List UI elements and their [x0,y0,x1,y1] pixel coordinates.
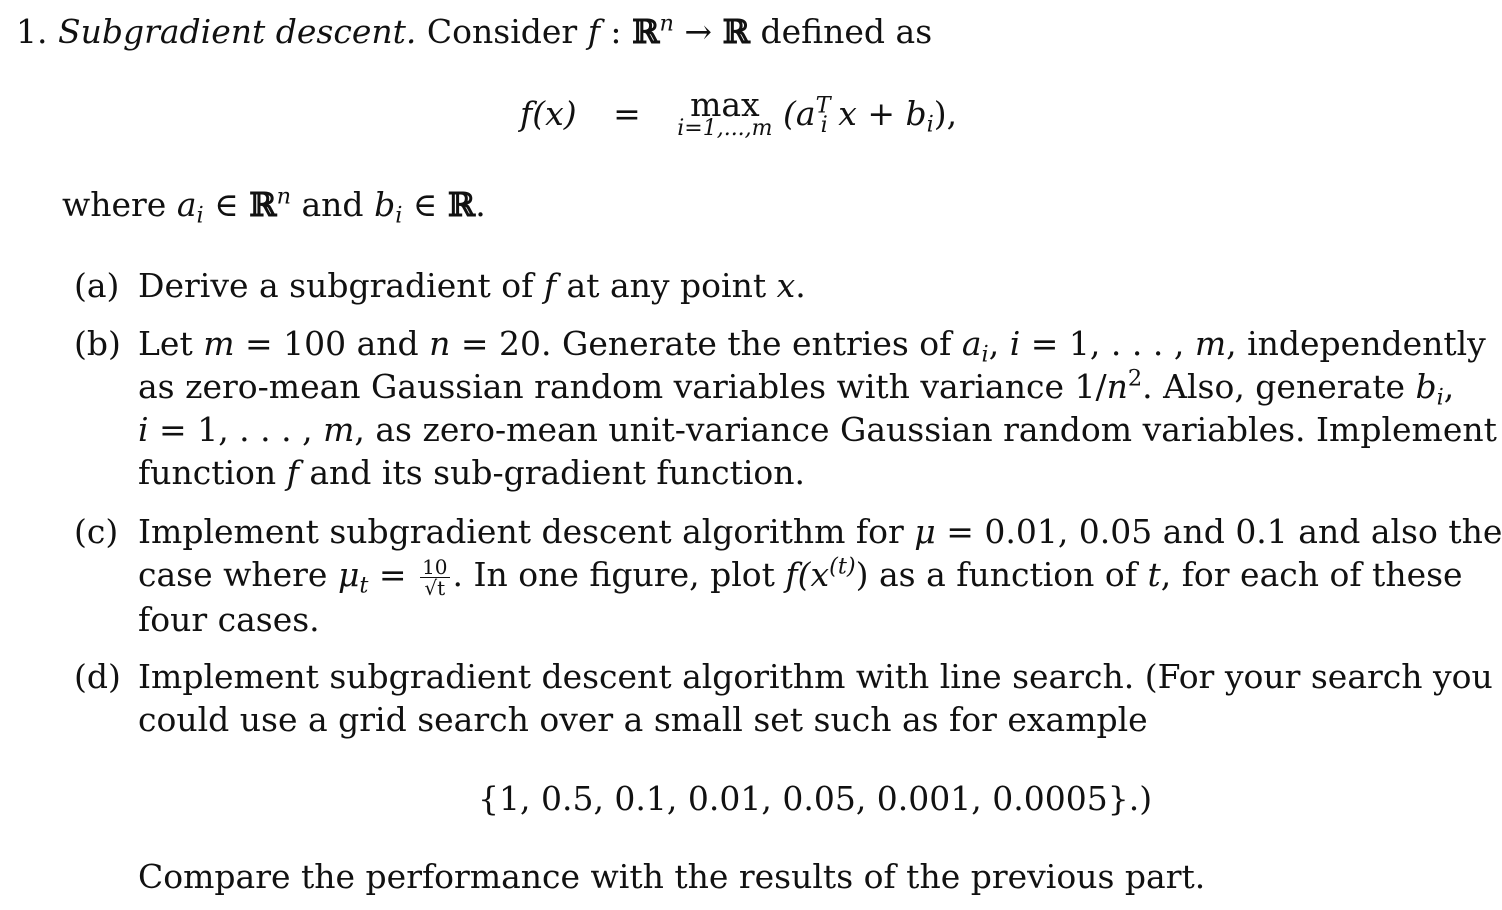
intro-text: Consider [426,12,578,51]
problem-number: 1. [16,12,48,51]
part-d-label: (d) [74,657,121,696]
part-d-line-2: could use a grid search over a small set such as for example [138,700,1148,739]
step-size-set: {1, 0.5, 0.1, 0.01, 0.05, 0.001, 0.0005}.) [478,779,1153,818]
part-b-line-2: as zero-mean Gaussian random variables with variance $1/n^2$. Also, generate $b_i$, [138,365,1455,411]
part-b-line-3: i = 1, . . . , m, as zero-mean unit-variance Gaussian random variables. Implement [138,410,1497,449]
part-c-line-3: four cases. [138,600,320,639]
part-b-text [138,322,1497,494]
max-operator: max i=1,...,m [677,85,773,141]
part-b-line-4: function f and its sub-gradient function. [138,453,806,492]
problem-header: 1. Subgradient descent. Consider f : ℝ$^n$ → ℝ defined as [16,10,933,51]
where-clause: where $a_i$ ∈ ℝ$^n$ and $b_i$ ∈ ℝ. [62,183,486,229]
part-c-line-1: Implement subgradient descent algorithm for μ = 0.01, 0.05 and 0.1 and also the [138,512,1502,551]
step-size-fraction: $\frac{10}{√t}$ [422,555,448,600]
formula-lhs: f(x) [520,94,577,133]
compare-text: Compare the performance with the results of the previous part. [138,857,1206,896]
max-subscript: i=1,...,m [677,116,773,141]
problem-title: Subgradient descent. [58,12,417,51]
part-c-text [138,510,1502,641]
part-d-text [138,655,1493,741]
part-c-label: (c) [74,512,119,551]
display-formula [520,85,958,141]
part-c-line-2: case where $\mu_t$ = $\frac{10}{√t}$ . In one figure, plot $f(x^{(t)})$ as a function of t, for each of these [138,553,1463,600]
formula-equals: = [613,94,641,133]
part-a-text: Derive a subgradient of f at any point x. [138,266,806,305]
part-b-label: (b) [74,324,121,363]
part-d-line-1: Implement subgradient descent algorithm with line search. (For your search you [138,657,1493,696]
part-a-label: (a) [74,266,120,305]
formula-rhs: ($a^T_i$ $x + b_i$), [783,92,958,138]
part-b-line-1: Let m = 100 and n = 20. Generate the entries of $a_i$, i = 1, . . . , m, independently [138,324,1486,368]
